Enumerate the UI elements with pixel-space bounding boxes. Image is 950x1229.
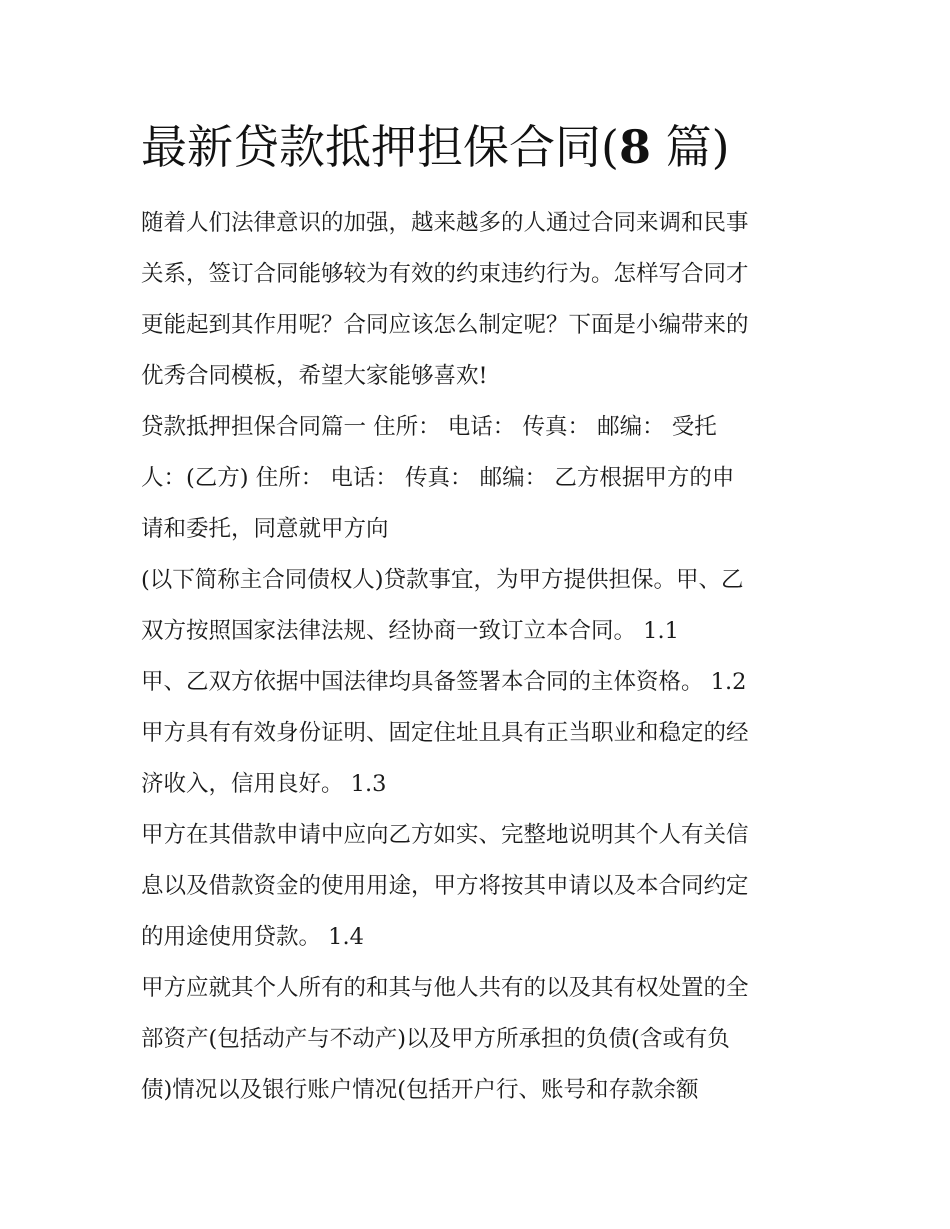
body-line: 甲方在其借款申请中应向乙方如实、完整地说明其个人有关信 — [141, 822, 749, 848]
title-tail: 篇) — [650, 120, 730, 174]
body-line: 的用途使用贷款。 1.4 — [141, 924, 364, 950]
body-line: 双方按照国家法律法规、经协商一致订立本合同。 1.1 — [141, 618, 679, 644]
body-line: 请和委托，同意就甲方向 — [141, 516, 389, 542]
body-line: 息以及借款资金的使用用途，甲方将按其申请以及本合同约定 — [141, 873, 749, 899]
body-line: 优秀合同模板，希望大家能够喜欢! — [141, 363, 488, 389]
body-line: 甲、乙双方依据中国法律均具备签署本合同的主体资格。 1.2 — [141, 669, 747, 695]
body-line: 济收入，信用良好。 1.3 — [141, 771, 387, 797]
document-title — [141, 114, 841, 180]
body-line: (以下简称主合同债权人)贷款事宜，为甲方提供担保。甲、乙 — [141, 567, 744, 593]
body-line: 贷款抵押担保合同篇一 住所： 电话： 传真： 邮编： 受托 — [141, 414, 717, 440]
title-number: 8 — [618, 120, 651, 174]
title-main: 最新贷款抵押担保合同( — [141, 120, 619, 174]
body-line: 甲方应就其个人所有的和其与他人共有的以及其有权处置的全 — [141, 975, 749, 1001]
document-body — [141, 198, 821, 1116]
body-line: 甲方具有有效身份证明、固定住址且具有正当职业和稳定的经 — [141, 720, 749, 746]
body-line: 人：(乙方) 住所： 电话： 传真： 邮编： 乙方根据甲方的申 — [141, 465, 735, 491]
body-line: 更能起到其作用呢？合同应该怎么制定呢？下面是小编带来的 — [141, 312, 749, 338]
body-line: 债)情况以及银行账户情况(包括开户行、账号和存款余额 — [141, 1077, 699, 1103]
body-line: 部资产(包括动产与不动产)以及甲方所承担的负债(含或有负 — [141, 1026, 730, 1052]
body-line: 关系，签订合同能够较为有效的约束违约行为。怎样写合同才 — [141, 261, 749, 287]
body-line: 随着人们法律意识的加强，越来越多的人通过合同来调和民事 — [141, 210, 749, 236]
